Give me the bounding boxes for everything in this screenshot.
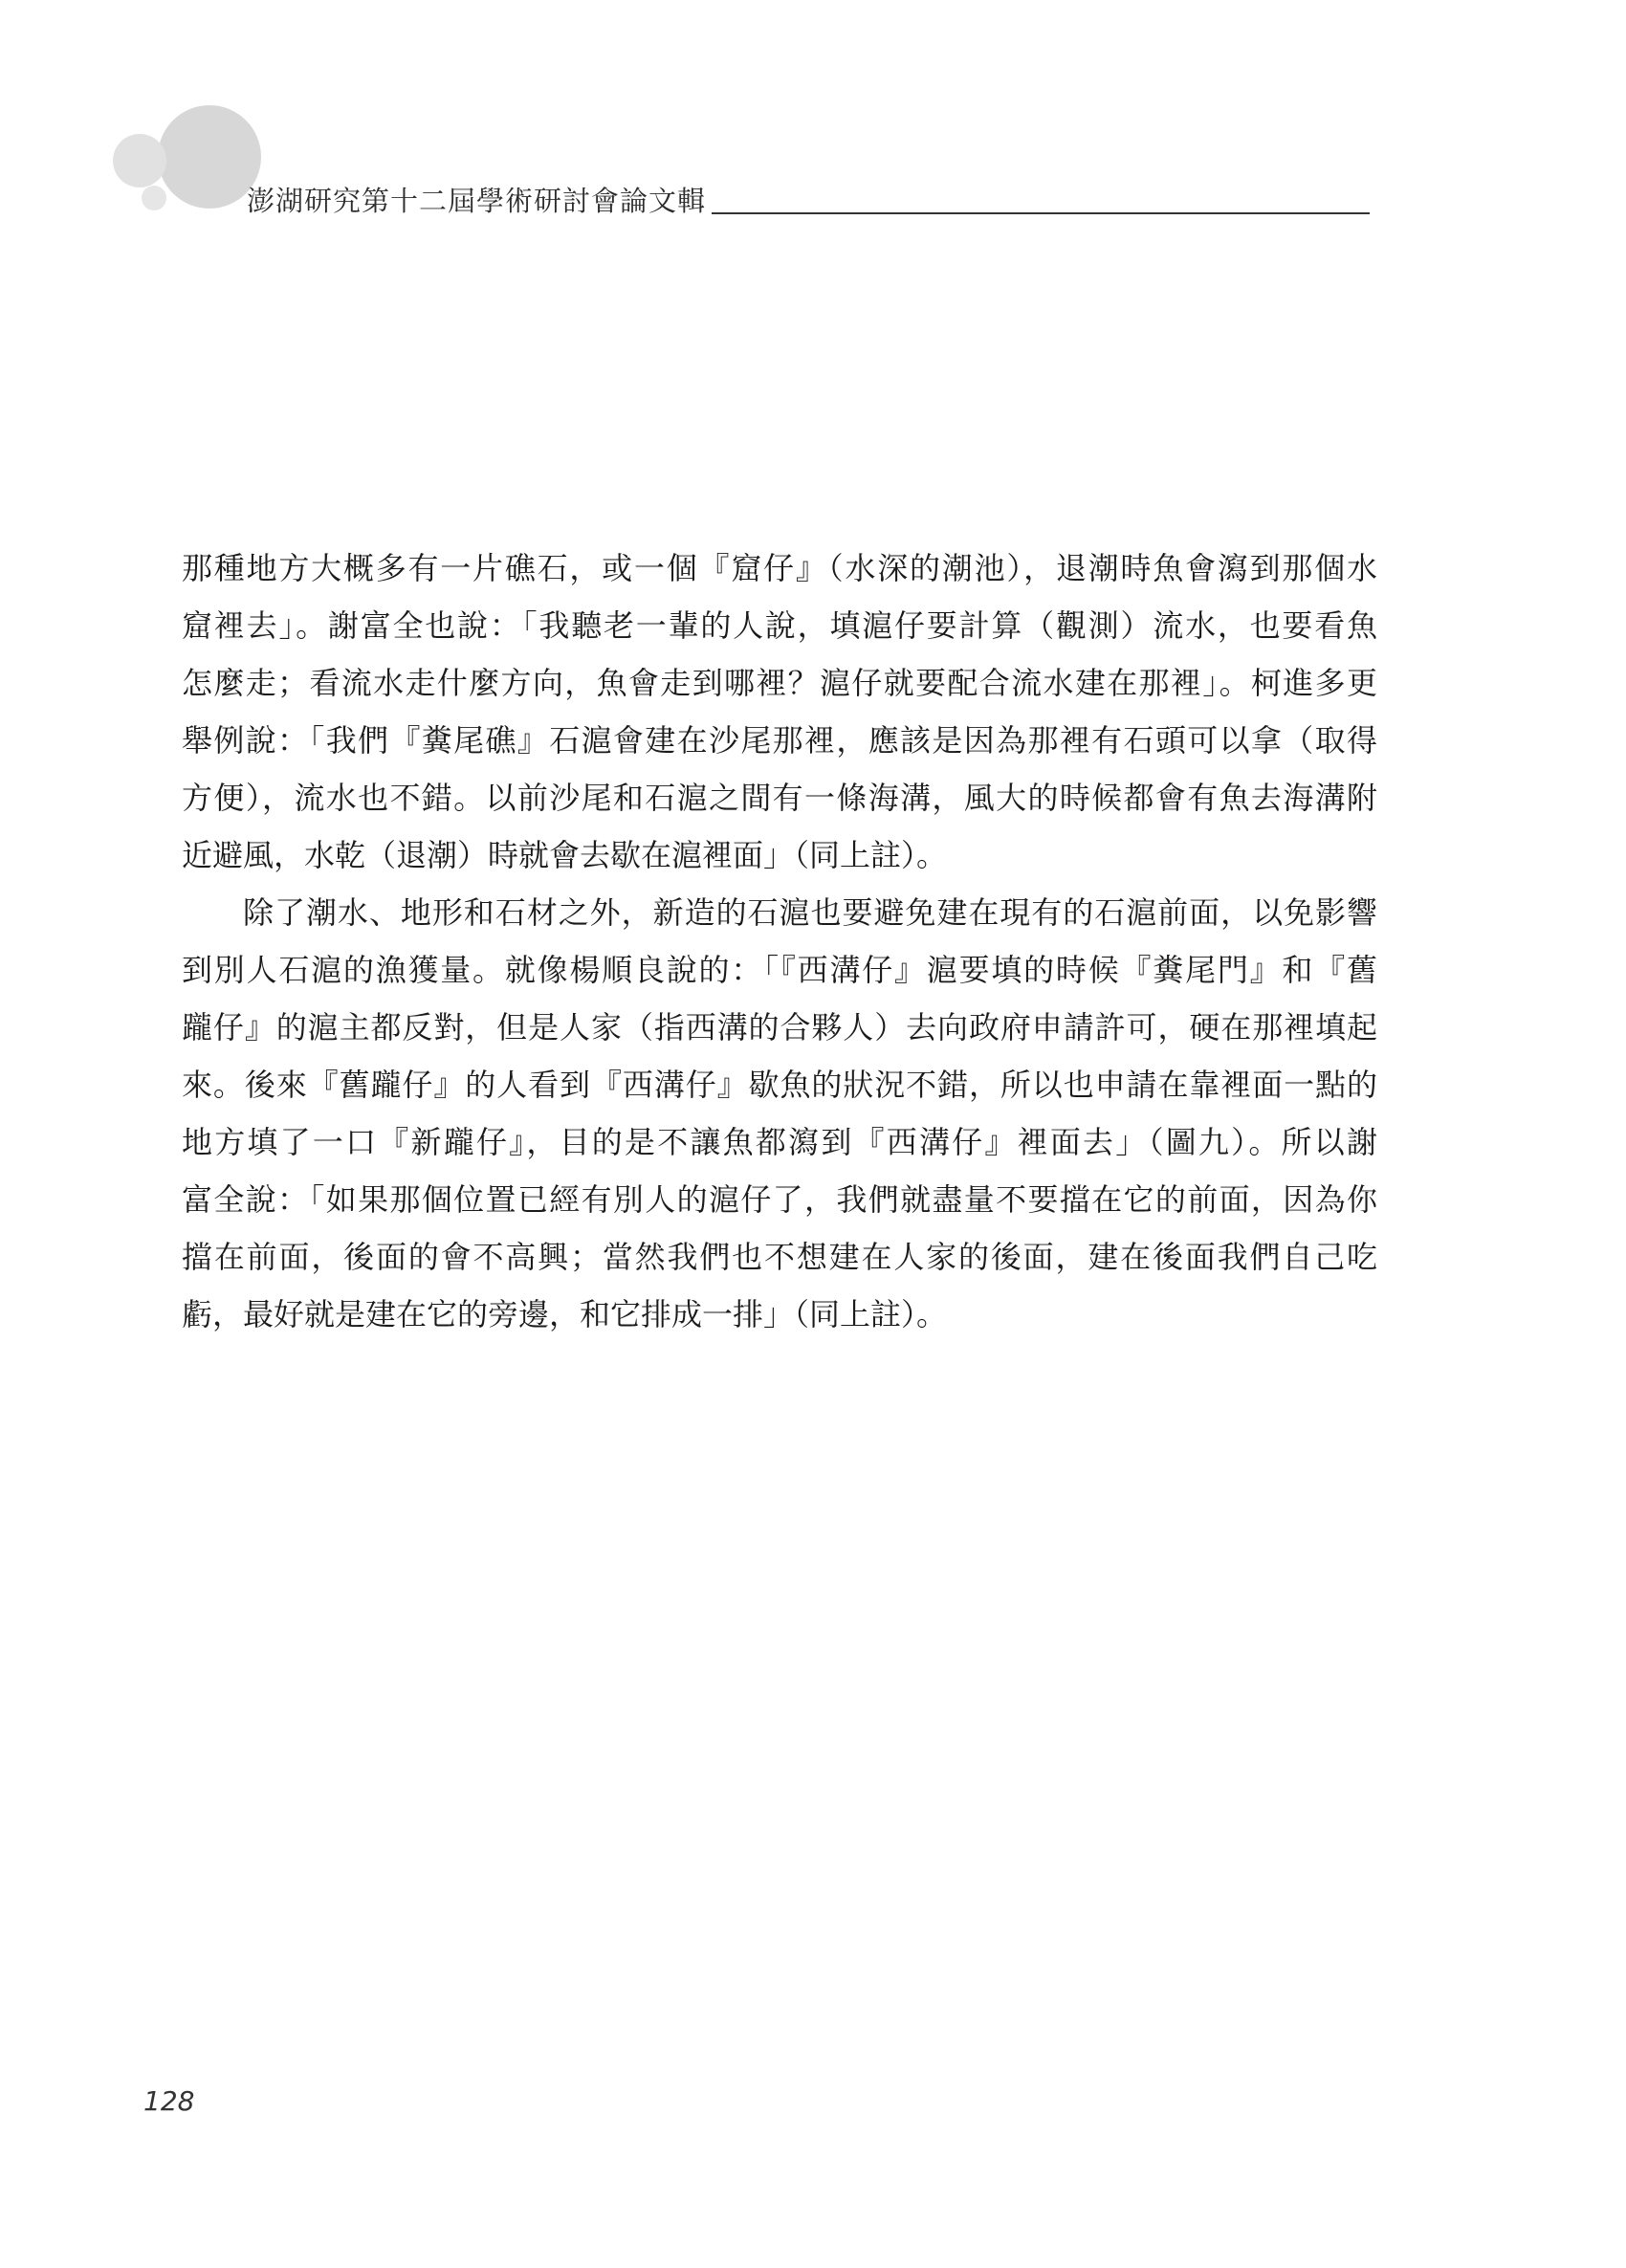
text-line: 擋在前面，後面的會不高興；當然我們也不想建在人家的後面，建在後面我們自己吃 [182, 1239, 1377, 1275]
page-number: 128 [143, 2085, 195, 2117]
text-line: 到別人石滬的漁獲量。就像楊順良說的：「『西溝仔』滬要填的時候『糞尾門』和『舊 [182, 952, 1377, 988]
text-line: 來。後來『舊躘仔』的人看到『西溝仔』歇魚的狀況不錯，所以也申請在靠裡面一點的 [182, 1067, 1377, 1103]
text-line: 躘仔』的滬主都反對，但是人家（指西溝的合夥人）去向政府申請許可，硬在那裡填起 [182, 1009, 1377, 1046]
text-line: 近避風，水乾（退潮）時就會去歇在滬裡面」（同上註）。 [182, 837, 948, 873]
text-line: 那種地方大概多有一片礁石，或一個『窟仔』（水深的潮池），退潮時魚會瀉到那個水 [182, 550, 1377, 586]
text-line: 地方填了一口『新躘仔』，目的是不讓魚都瀉到『西溝仔』裡面去」（圖九）。所以謝 [182, 1124, 1377, 1160]
text-line: 虧，最好就是建在它的旁邊，和它排成一排」（同上註）。 [182, 1296, 948, 1332]
text-line: 舉例說：「我們『糞尾礁』石滬會建在沙尾那裡，應該是因為那裡有石頭可以拿（取得 [182, 722, 1377, 759]
logo-bubble-small [142, 186, 166, 210]
paragraph-first-line: 除了潮水、地形和石材之外，新造的石滬也要避免建在現有的石滬前面，以免影響 [243, 894, 1377, 931]
header-rule [712, 212, 1370, 214]
logo-bubble-medium [113, 134, 166, 187]
running-header-title: 澎湖研究第十二屆學術研討會論文輯 [247, 185, 707, 217]
text-line: 富全說：「如果那個位置已經有別人的滬仔了，我們就盡量不要擋在它的前面，因為你 [182, 1181, 1377, 1218]
text-line: 窟裡去」。謝富全也說：「我聽老一輩的人說，填滬仔要計算（觀測）流水，也要看魚 [182, 607, 1377, 644]
body-text [182, 539, 1377, 1343]
text-line: 怎麼走；看流水走什麼方向，魚會走到哪裡？滬仔就要配合流水建在那裡」。柯進多更 [182, 665, 1377, 701]
logo-bubble-large [158, 105, 261, 209]
text-line: 方便），流水也不錯。以前沙尾和石滬之間有一條海溝，風大的時候都會有魚去海溝附 [182, 780, 1377, 816]
